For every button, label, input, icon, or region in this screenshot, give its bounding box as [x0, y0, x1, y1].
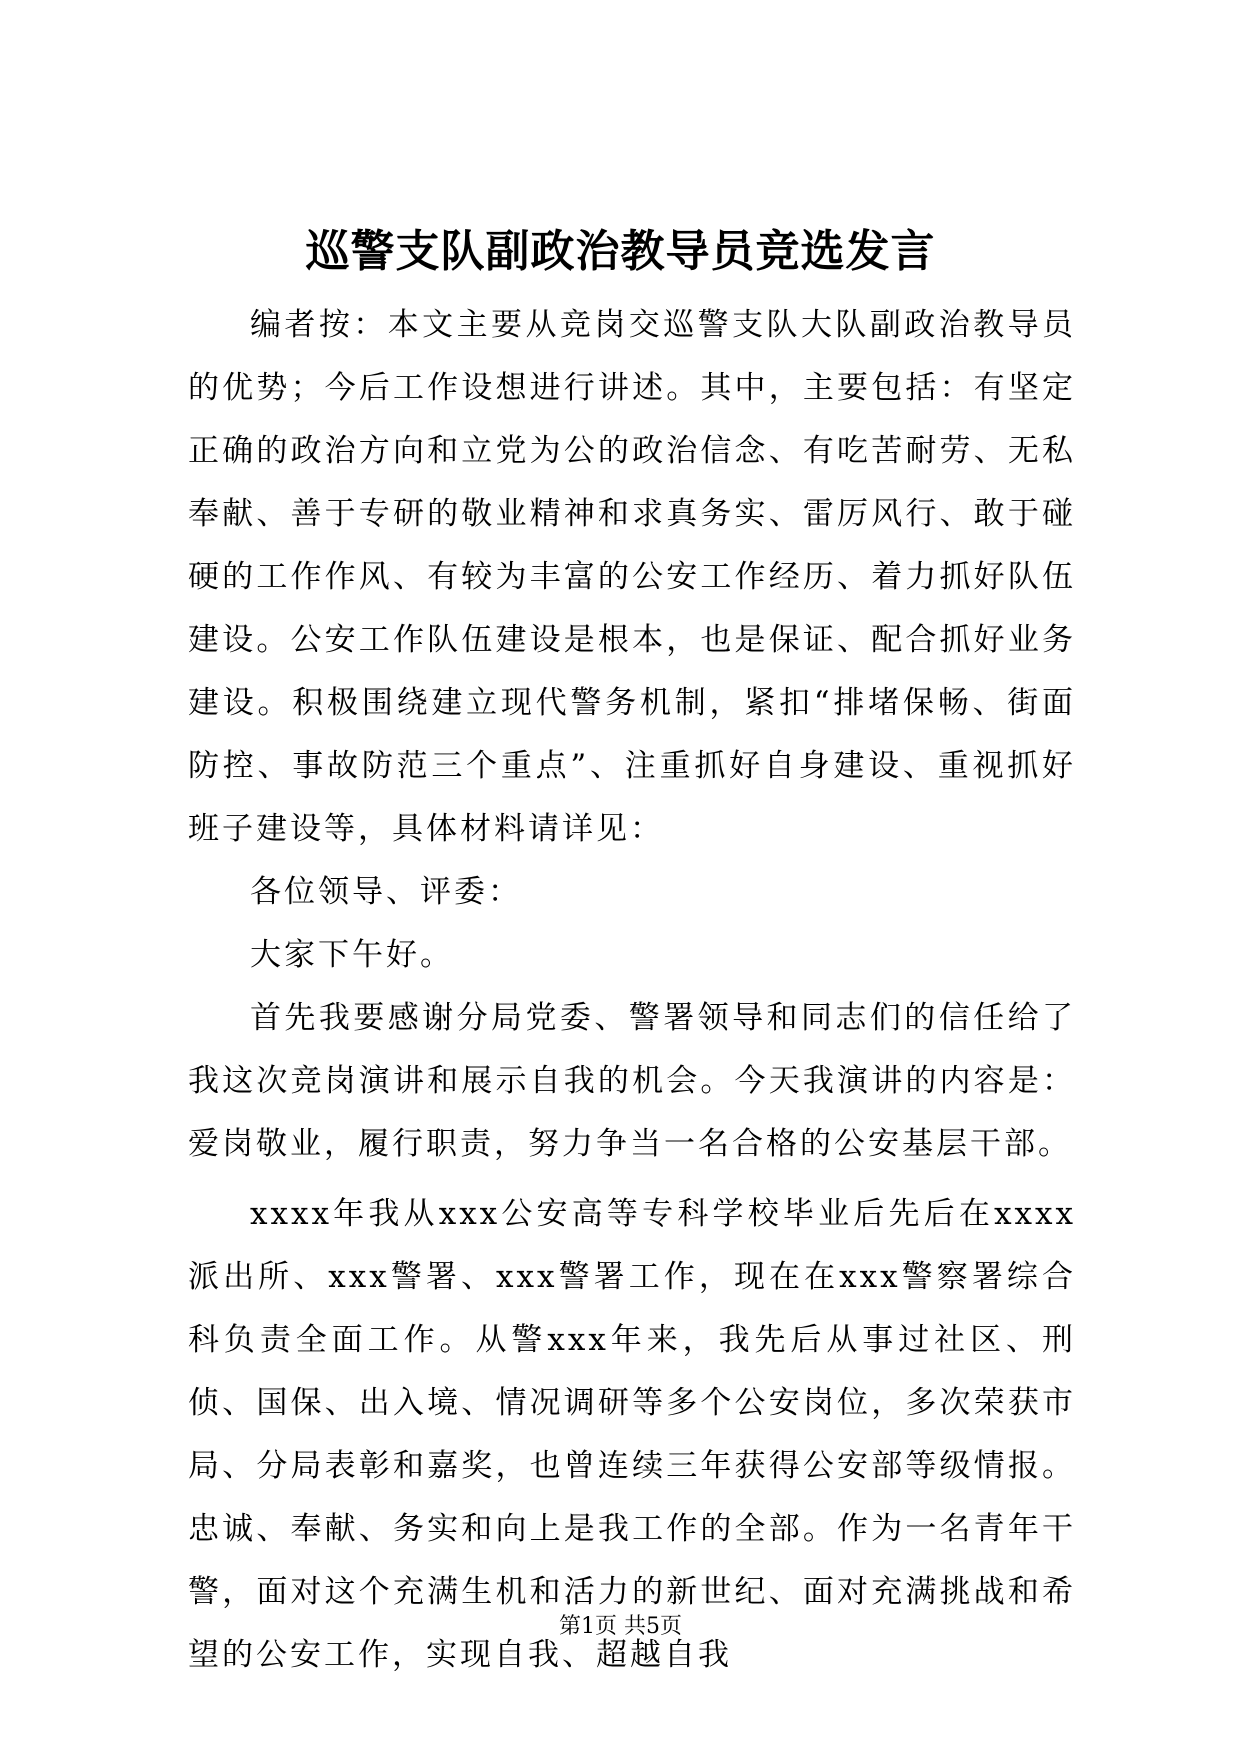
- thanks-paragraph: 首先我要感谢分局党委、警署领导和同志们的信任给了我这次竞岗演讲和展示自我的机会。今天我演讲的内容是：爱岗敬业，履行职责，努力争当一名合格的公安基层干部。: [188, 1000, 1076, 1162]
- greeting-paragraph: 大家下午好。: [250, 937, 454, 973]
- salutation-paragraph: 各位领导、评委：: [250, 874, 522, 910]
- document-title: 巡警支队副政治教导员竞选发言: [305, 226, 936, 277]
- page-number-footer: 第1页 共5页: [559, 1614, 682, 1639]
- document-body: [188, 294, 1076, 1687]
- career-paragraph: xxxx年我从xxx公安高等专科学校毕业后先后在xxxx派出所、xxx警署、xxx警署工作，现在在xxx警察署综合科负责全面工作。从警xxx年来，我先后从事过社区、刑侦、国保、出入境、情况调研等多个公安岗位，多次荣获市局、分局表彰和嘉奖，也曾连续三年获得公安部等级情报。忠诚、奉献、务实和向上是我工作的全部。作为一名青年干警，面对这个充满生机和活力的新世纪、面对充满挑战和希望的公安工作，实现自我、超越自我: [188, 1196, 1076, 1673]
- editor-note-paragraph: 编者按：本文主要从竞岗交巡警支队大队副政治教导员的优势；今后工作设想进行讲述。其中，主要包括：有坚定正确的政治方向和立党为公的政治信念、有吃苦耐劳、无私奉献、善于专研的敬业精神和求真务实、雷厉风行、敢于碰硬的工作作风、有较为丰富的公安工作经历、着力抓好队伍建设。公安工作队伍建设是根本，也是保证、配合抓好业务建设。积极围绕建立现代警务机制，紧扣“排堵保畅、街面防控、事故防范三个重点”、注重抓好自身建设、重视抓好班子建设等，具体材料请详见：: [188, 307, 1076, 847]
